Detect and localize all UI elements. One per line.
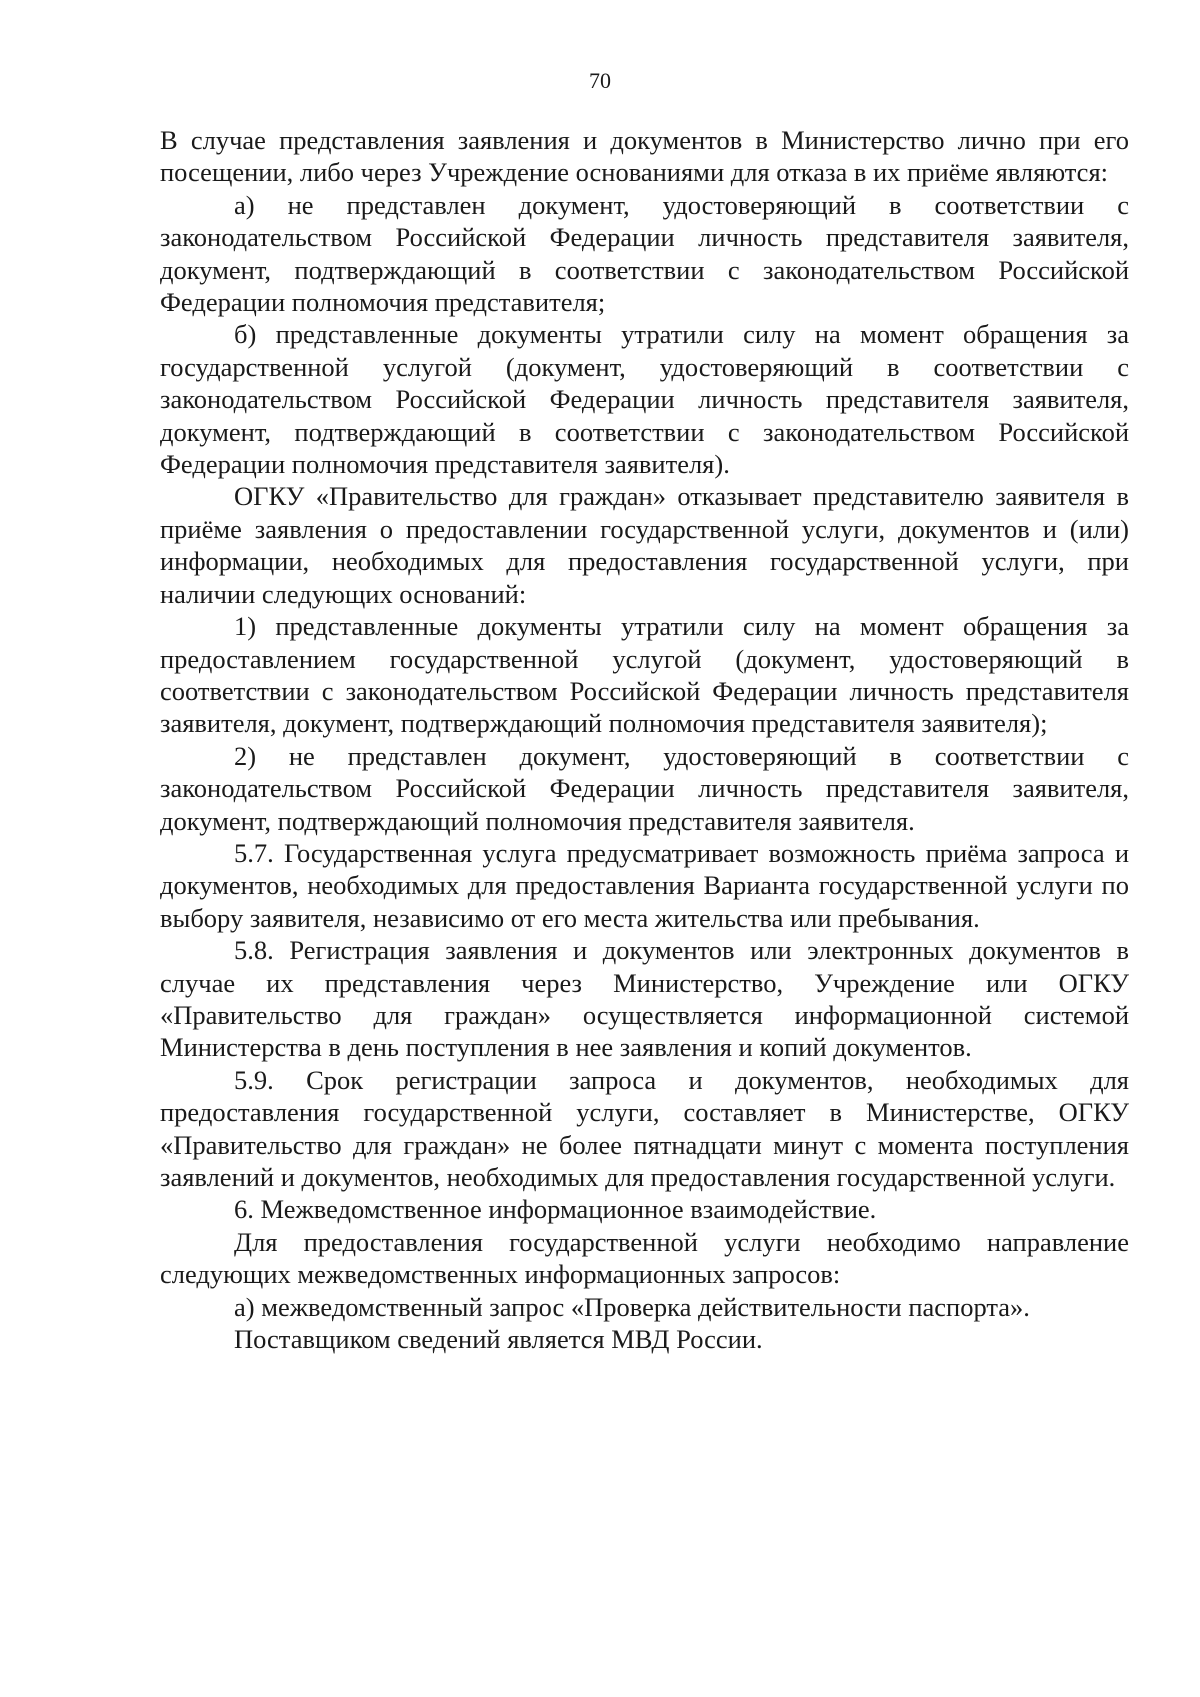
paragraph-item-a: а) не представлен документ, удостоверяющий в соответствии с законодательством Российской Федерации личность представителя заявителя, документ, подтверждающий в соответствии с законодательством Российской Федерации полномочия представителя;: [160, 189, 1129, 318]
paragraph-section-6-heading: 6. Межведомственное информационное взаимодействие.: [234, 1194, 877, 1225]
paragraph-ogku-refusal: ОГКУ «Правительство для граждан» отказывает представителю заявителя в приёме заявления о предоставлении государственной услуги, документов и (или) информации, необходимых для предоставления государственной услуги, при наличии следующих оснований:: [160, 481, 1129, 609]
paragraph-data-provider: Поставщиком сведений является МВД России.: [234, 1324, 763, 1355]
paragraph-item-1: 1) представленные документы утратили силу на момент обращения за предоставлением государственной услугой (документ, удостоверяющий в соответствии с законодательством Российской Федерации личность представителя заявителя, документ, подтверждающий полномочия представителя заявителя);: [160, 611, 1129, 739]
paragraph-section-5-9: 5.9. Срок регистрации запроса и документов, необходимых для предоставления государственной услуги, составляет в Министерстве, ОГКУ «Правительство для граждан» не более пятнадцати минут с момента поступления заявлений и документов, необходимых для предоставления государственной услуги.: [160, 1064, 1129, 1192]
paragraph-section-5-7: 5.7. Государственная услуга предусматривает возможность приёма запроса и документов, необходимых для предоставления Варианта государственной услуги по выбору заявителя, независимо от его места жительства или пребывания.: [160, 837, 1129, 933]
paragraph-interagency-requests: Для предоставления государственной услуги необходимо направление следующих межведомственных информационных запросов:: [160, 1226, 1129, 1290]
document-body: [160, 124, 1129, 1355]
paragraph-item-b: б) представленные документы утратили силу на момент обращения за государственной услугой (документ, удостоверяющий в соответствии с законодательством Российской Федерации личность представителя заявителя, документ, подтверждающий в соответствии с законодательством Российской Федерации полномочия представителя заявителя).: [160, 319, 1129, 480]
paragraph-passport-check-request: а) межведомственный запрос «Проверка действительности паспорта».: [234, 1291, 1030, 1322]
paragraph-section-5-8: 5.8. Регистрация заявления и документов или электронных документов в случае их представления через Министерство, Учреждение или ОГКУ «Правительство для граждан» осуществляется информационной системой Министерства в день поступления в нее заявления и копий документов.: [160, 935, 1129, 1063]
paragraph-item-2: 2) не представлен документ, удостоверяющий в соответствии с законодательством Российской Федерации личность представителя заявителя, документ, подтверждающий полномочия представителя заявителя.: [160, 740, 1129, 836]
paragraph-in-person-refusal-grounds: В случае представления заявления и документов в Министерство лично при его посещении, либо через Учреждение основаниями для отказа в их приёме являются:: [160, 125, 1129, 188]
page-number: 70: [589, 68, 611, 93]
